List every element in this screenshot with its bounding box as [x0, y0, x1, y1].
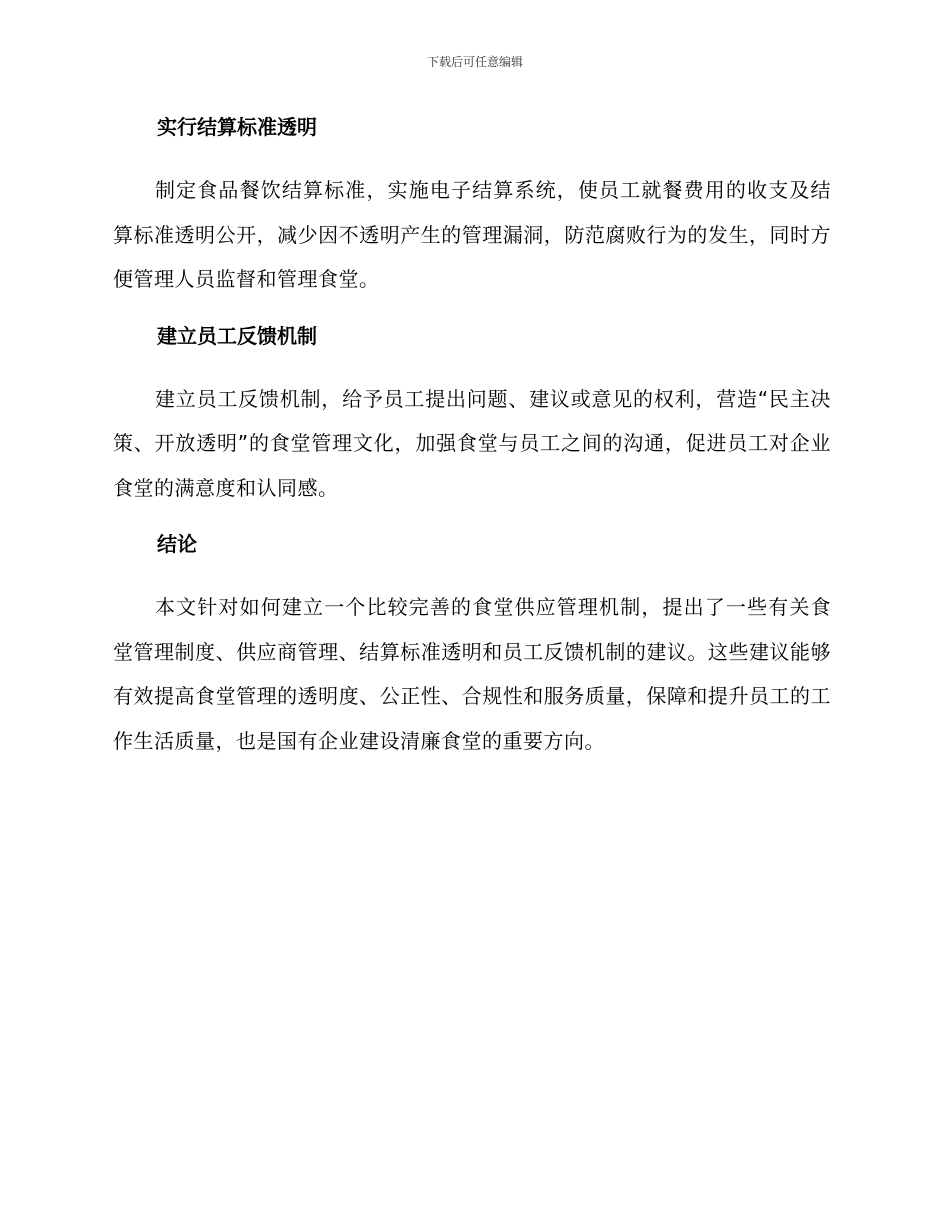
section-heading: 实行结算标准透明	[157, 115, 317, 139]
document-body	[113, 112, 831, 782]
header-note: 下载后可任意编辑	[426, 55, 523, 69]
section-heading: 结论	[157, 532, 197, 556]
section-paragraph: 制定食品餐饮结算标准，实施电子结算系统，使员工就餐费用的收支及结算标准透明公开，减少因不透明产生的管理漏洞，防范腐败行为的发生，同时方便管理人员监督和管理食堂。	[113, 178, 831, 291]
section-paragraph: 建立员工反馈机制，给予员工提出问题、建议或意见的权利，营造“民主决策、开放透明”的食堂管理文化，加强食堂与员工之间的沟通，促进员工对企业食堂的满意度和认同感。	[113, 386, 831, 500]
section-conclusion	[113, 529, 831, 763]
section-heading: 建立员工反馈机制	[157, 323, 317, 348]
section-employee-feedback	[113, 321, 831, 511]
section-paragraph: 本文针对如何建立一个比较完善的食堂供应管理机制，提出了一些有关食堂管理制度、供应商管理、结算标准透明和员工反馈机制的建议。这些建议能够有效提高食堂管理的透明度、公正性、合规性和服务质量，保障和提升员工的工作生活质量，也是国有企业建设清廉食堂的重要方向。	[113, 595, 831, 753]
section-settlement-transparency	[113, 112, 831, 302]
